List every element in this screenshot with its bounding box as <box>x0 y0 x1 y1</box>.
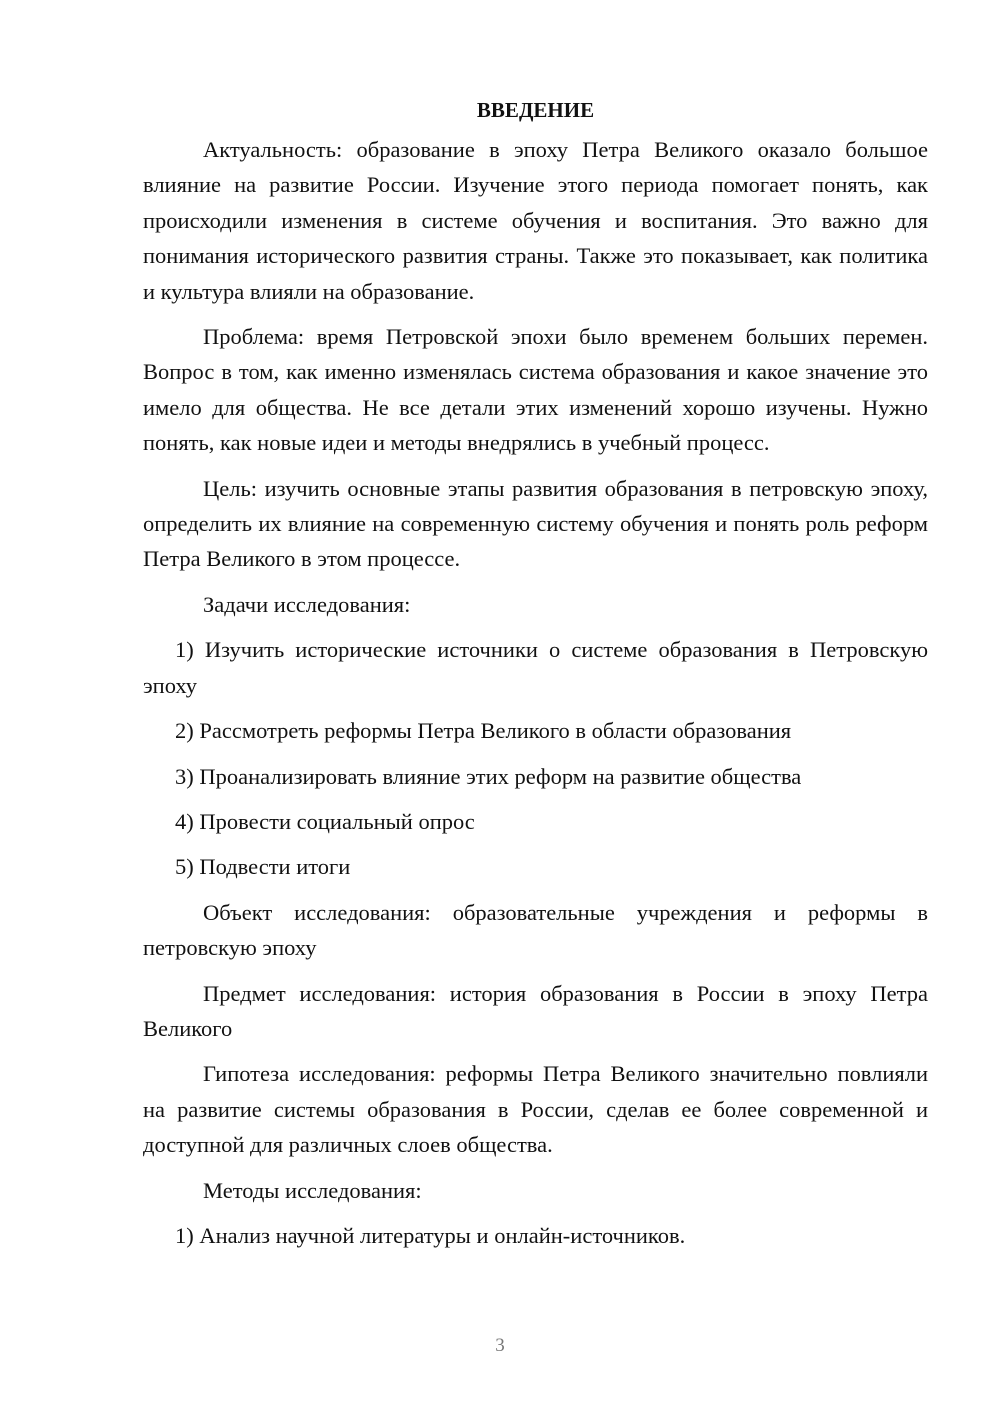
relevance-paragraph: Актуальность: образование в эпоху Петра Великого оказало большое влияние на развитие России. Изучение этого периода помогает понять, как происходили изменения в системе обучения и воспитания. Это важно для понимания исторического развития страны. Также это показывает, как политика и культура влияли на образование. <box>143 137 928 304</box>
object-paragraph: Объект исследования: образовательные учреждения и реформы в петровскую эпоху <box>143 899 928 961</box>
task-item-2: 2) Рассмотреть реформы Петра Великого в области образования <box>175 718 792 744</box>
subject-paragraph: Предмет исследования: история образования в России в эпоху Петра Великого <box>143 980 928 1041</box>
tasks-label: Задачи исследования: <box>203 591 411 617</box>
page-body <box>143 92 928 1263</box>
task-item-1: 1) Изучить исторические источники о системе образования в Петровскую эпоху <box>143 637 928 698</box>
task-item-3: 3) Проанализировать влияние этих реформ на развитие общества <box>175 763 802 789</box>
goal-paragraph: Цель: изучить основные этапы развития образования в петровскую эпоху, определить их влияние на современную систему обучения и понять роль реформ Петра Великого в этом процессе. <box>143 475 928 572</box>
task-item-5: 5) Подвести итоги <box>175 854 351 880</box>
page-number: 3 <box>495 1335 505 1356</box>
section-title: ВВЕДЕНИЕ <box>476 98 595 122</box>
methods-label: Методы исследования: <box>203 1177 422 1203</box>
method-item-1: 1) Анализ научной литературы и онлайн-источников. <box>175 1222 686 1248</box>
hypothesis-paragraph: Гипотеза исследования: реформы Петра Великого значительно повлияли на развитие системы образования в России, сделав ее более современной и доступной для различных слоев общества. <box>143 1061 928 1158</box>
task-item-4: 4) Провести социальный опрос <box>175 808 475 834</box>
problem-paragraph: Проблема: время Петровской эпохи было временем больших перемен. Вопрос в том, как именно изменялась система образования и какое значение это имело для общества. Не все детали этих изменений хорошо изучены. Нужно понять, как новые идеи и методы внедрялись в учебный процесс. <box>143 324 928 456</box>
